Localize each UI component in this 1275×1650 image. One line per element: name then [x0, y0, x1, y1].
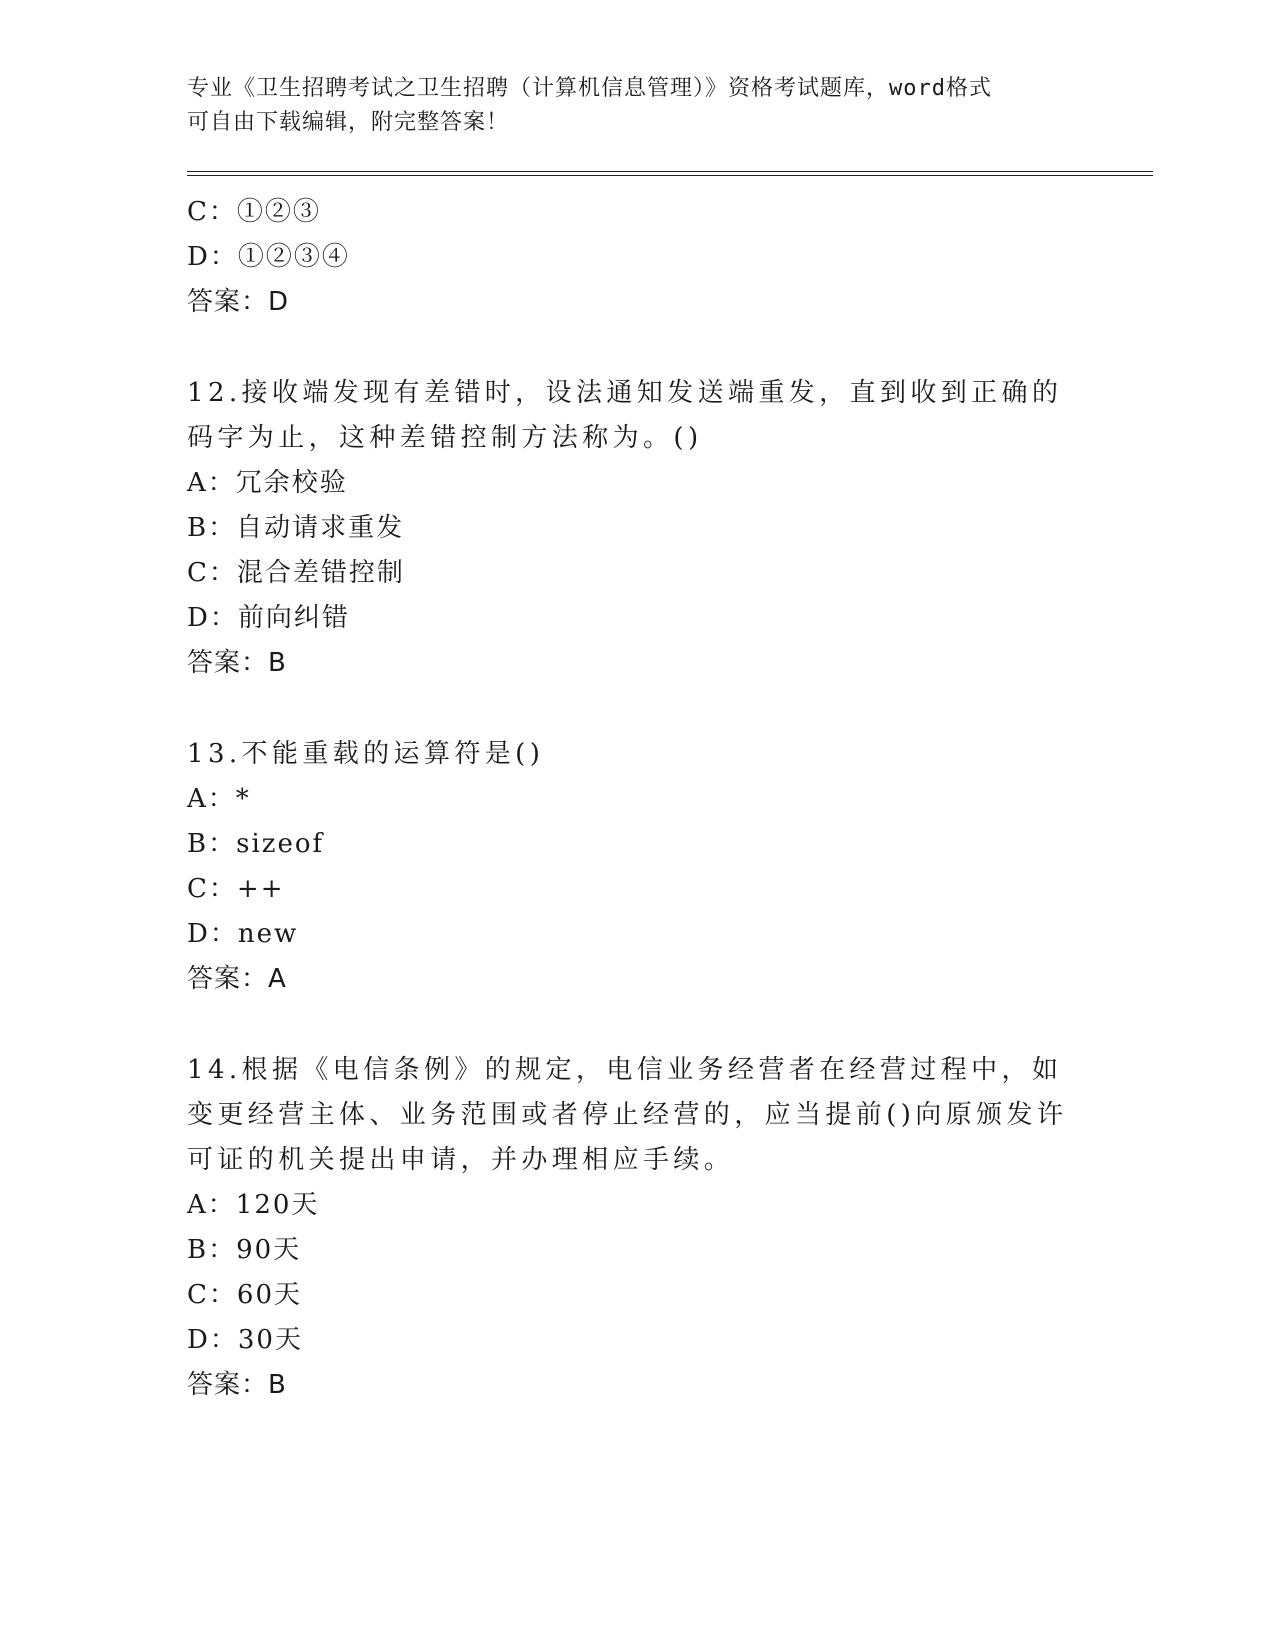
option-label: B： [187, 829, 237, 859]
option-a [187, 461, 1087, 506]
question-13 [187, 732, 1087, 1002]
answer-line: 答案：A [187, 964, 287, 994]
question-text: 13.不能重载的运算符是() [187, 739, 545, 769]
option-text: * [235, 784, 251, 814]
option-b [187, 506, 1087, 551]
option-text: 自动请求重发 [236, 513, 405, 543]
option-a [187, 1183, 1087, 1228]
option-c [187, 551, 1087, 596]
option-label: C： [187, 558, 237, 588]
option-text: 120天 [235, 1190, 320, 1220]
option-text: 30天 [237, 1325, 303, 1355]
option-text: new [237, 919, 299, 949]
option-c [187, 867, 1087, 912]
header-line-1: 专业《卫生招聘考试之卫生招聘（计算机信息管理）》资格考试题库，word格式 [187, 76, 992, 101]
option-b [187, 822, 1087, 867]
option-d [187, 235, 1087, 280]
option-label: C： [187, 1280, 237, 1310]
question-14 [187, 1048, 1087, 1408]
option-label: D： [187, 242, 238, 272]
option-text: 前向纠错 [237, 603, 350, 633]
answer-line: 答案：D [187, 287, 290, 317]
option-text: 60天 [236, 1280, 302, 1310]
option-label: D： [187, 603, 238, 633]
document-header [187, 72, 1067, 140]
option-a [187, 777, 1087, 822]
option-d [187, 1318, 1087, 1363]
header-divider-bottom [187, 175, 1153, 176]
option-label: B： [187, 513, 237, 543]
option-text: ①②③④ [237, 242, 350, 272]
option-text: ++ [236, 874, 285, 904]
answer-line: 答案：B [187, 648, 287, 678]
option-label: D： [187, 1325, 238, 1355]
header-divider-top [187, 171, 1153, 172]
question-content [187, 190, 1087, 1408]
option-d [187, 596, 1087, 641]
option-text: ①②③ [236, 197, 321, 227]
option-label: A： [187, 468, 236, 498]
question-12 [187, 371, 1087, 686]
answer-line: 答案：B [187, 1370, 287, 1400]
previous-question-tail [187, 190, 1087, 325]
option-text: 混合差错控制 [236, 558, 405, 588]
question-text: 12.接收端发现有差错时，设法通知发送端重发，直到收到正确的码字为止，这种差错控制方法称为。() [187, 378, 1063, 453]
option-c [187, 190, 1087, 235]
option-c [187, 1273, 1087, 1318]
option-label: D： [187, 919, 238, 949]
option-label: C： [187, 197, 237, 227]
option-b [187, 1228, 1087, 1273]
option-label: A： [187, 784, 236, 814]
option-label: C： [187, 874, 237, 904]
option-d [187, 912, 1087, 957]
question-text: 14.根据《电信条例》的规定，电信业务经营者在经营过程中，如变更经营主体、业务范围或者停止经营的，应当提前()向原颁发许可证的机关提出申请，并办理相应手续。 [187, 1055, 1068, 1175]
header-line-2: 可自由下载编辑，附完整答案！ [187, 110, 510, 135]
option-text: sizeof [236, 829, 325, 859]
option-text: 冗余校验 [235, 468, 348, 498]
option-label: B： [187, 1235, 237, 1265]
option-text: 90天 [236, 1235, 302, 1265]
option-label: A： [187, 1190, 236, 1220]
